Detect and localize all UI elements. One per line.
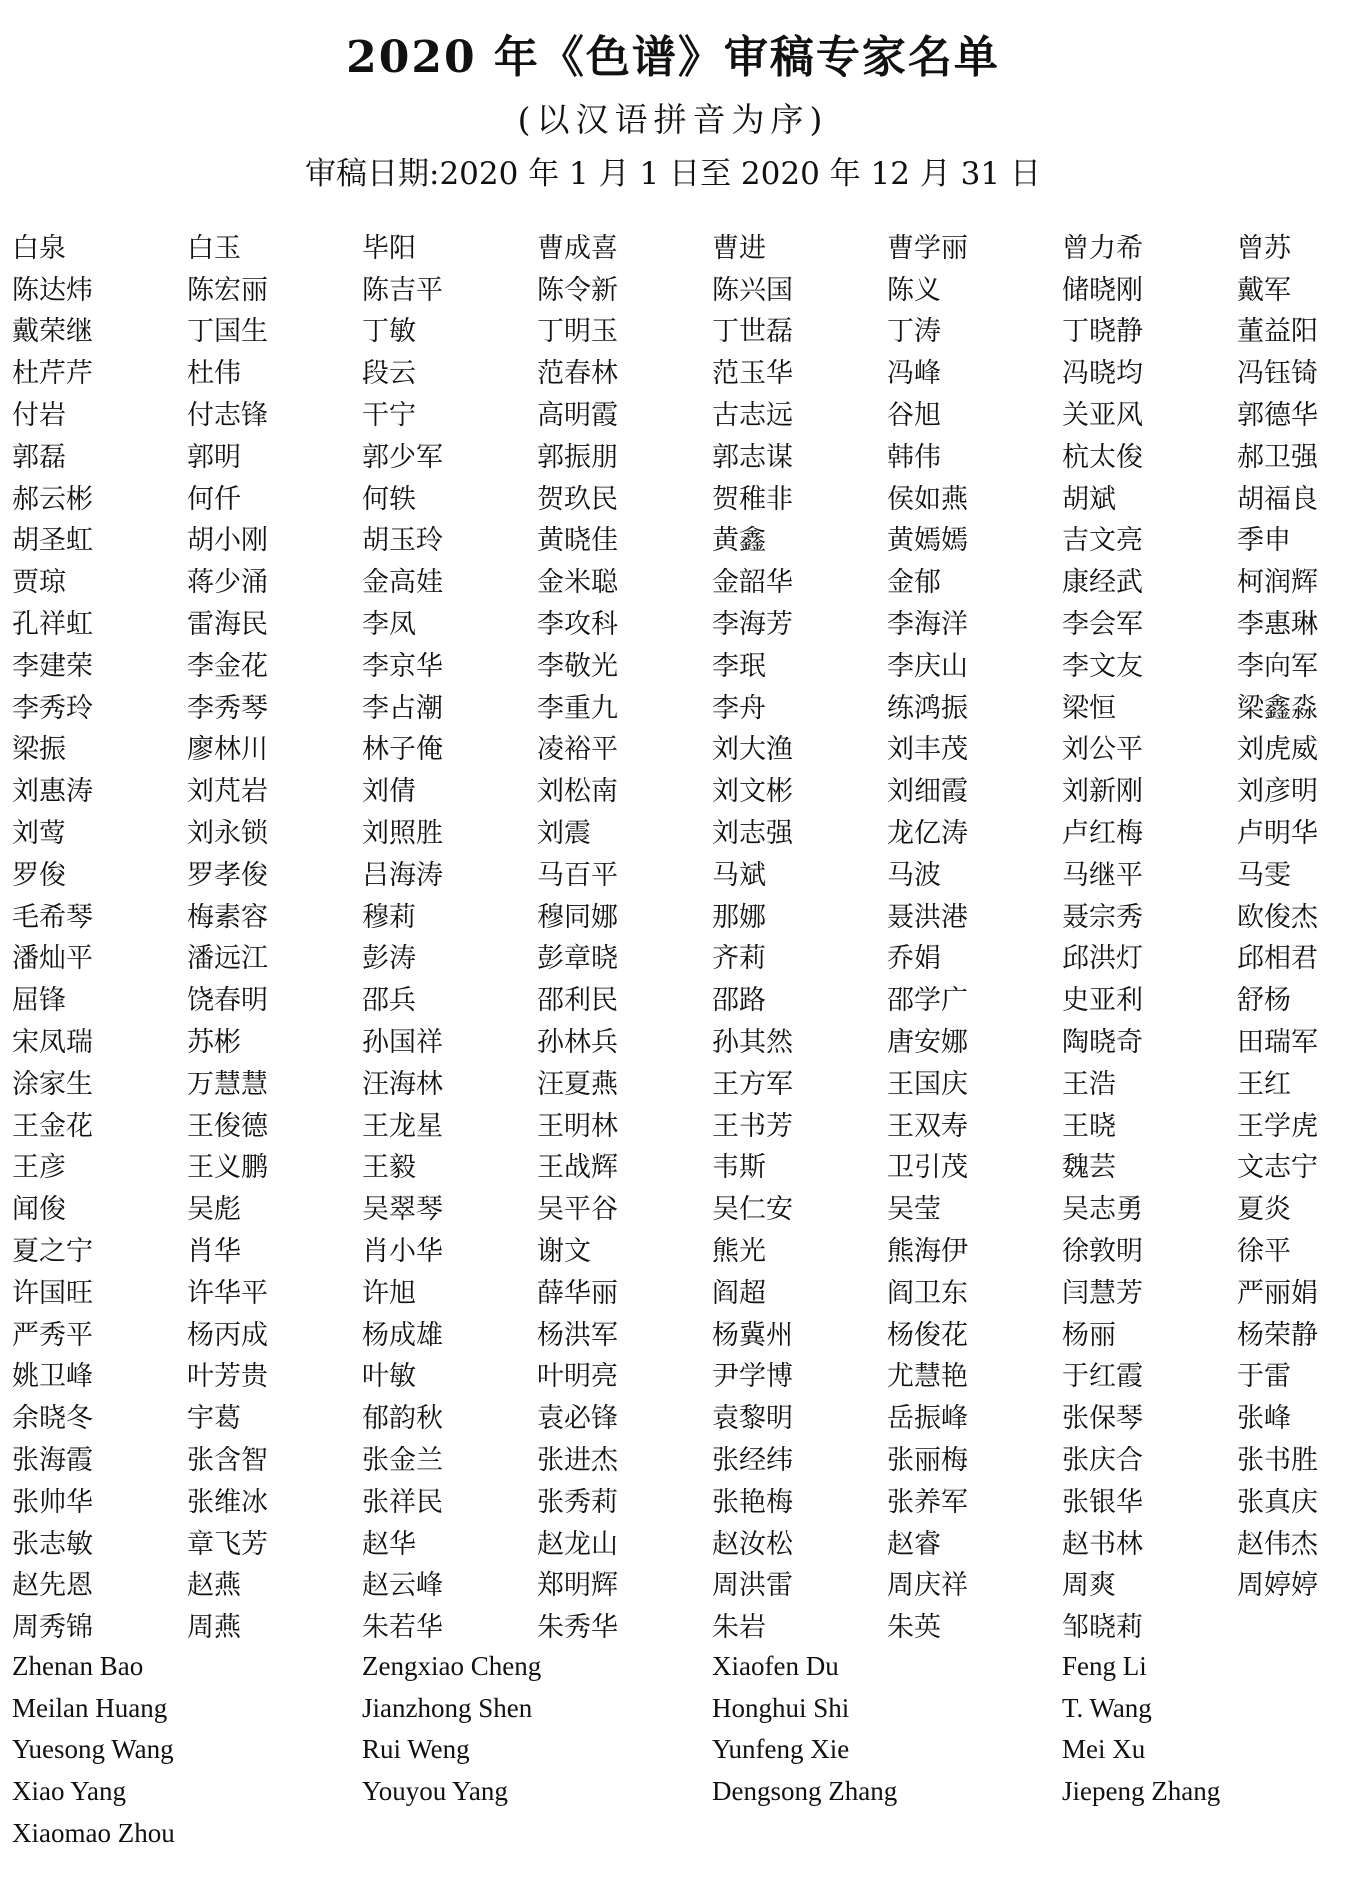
reviewer-name: 邵利民 <box>537 985 618 1017</box>
reviewer-name-latin: Xiaomao Zhou <box>12 1818 175 1849</box>
reviewer-name: 丁涛 <box>887 316 941 348</box>
reviewer-name: 杨洪军 <box>537 1319 618 1351</box>
reviewer-name: 胡圣虹 <box>12 525 93 557</box>
reviewer-name: 周婷婷 <box>1237 1570 1318 1602</box>
reviewer-name: 王明林 <box>537 1110 618 1142</box>
reviewer-name: 李会军 <box>1062 609 1143 641</box>
reviewer-name: 吕海涛 <box>362 859 443 891</box>
reviewer-name: 严秀平 <box>12 1319 93 1351</box>
reviewer-name: 邵学广 <box>887 985 968 1017</box>
reviewer-name: 张书胜 <box>1237 1445 1318 1476</box>
reviewer-name: 闫慧芳 <box>1062 1277 1143 1309</box>
reviewer-name: 赵燕 <box>187 1570 241 1602</box>
reviewer-name: 周燕 <box>187 1612 241 1644</box>
reviewer-name: 周庆祥 <box>887 1570 968 1602</box>
reviewer-name: 曾力希 <box>1062 232 1143 264</box>
reviewer-name: 董益阳 <box>1237 316 1318 348</box>
reviewer-name: 张养军 <box>887 1486 968 1518</box>
reviewer-name: 邹晓莉 <box>1062 1612 1143 1644</box>
reviewer-name: 尤慧艳 <box>887 1361 968 1393</box>
reviewer-name: 郁韵秋 <box>362 1403 443 1435</box>
reviewer-name: 刘松南 <box>537 776 618 808</box>
reviewer-name: 吴翠琴 <box>362 1194 443 1226</box>
reviewer-name: 付志锋 <box>187 400 268 432</box>
reviewer-name: 杭太俊 <box>1062 441 1143 473</box>
reviewer-name-latin: Yunfeng Xie <box>712 1734 850 1765</box>
reviewer-name: 史亚利 <box>1062 985 1143 1017</box>
reviewer-name: 冯晓均 <box>1062 358 1143 390</box>
reviewer-name: 岳振峰 <box>887 1403 968 1435</box>
reviewer-name: 朱秀华 <box>537 1612 618 1644</box>
reviewer-name: 彭涛 <box>362 943 416 975</box>
reviewer-name: 郭磊 <box>12 441 66 473</box>
reviewer-name: 林子俺 <box>362 734 443 766</box>
reviewer-name: 侯如燕 <box>887 483 968 515</box>
reviewer-name: 夏之宁 <box>12 1236 93 1268</box>
reviewer-name: 郭德华 <box>1237 400 1318 432</box>
reviewer-name: 李金花 <box>187 650 268 682</box>
reviewer-name: 干宁 <box>362 400 416 432</box>
reviewer-name-latin: Yuesong Wang <box>12 1734 174 1765</box>
reviewer-name: 罗俊 <box>12 859 66 891</box>
reviewer-name: 张峰 <box>1237 1403 1291 1435</box>
page-title: 2020 年《色谱》审稿专家名单 <box>346 32 1000 83</box>
reviewer-name: 薛华丽 <box>537 1277 618 1309</box>
reviewer-name: 刘永锁 <box>187 818 268 850</box>
reviewer-name: 丁敏 <box>362 316 416 348</box>
reviewer-name: 刘照胜 <box>362 818 443 850</box>
reviewer-name-latin: Feng Li <box>1062 1650 1147 1681</box>
reviewer-name: 刘细霞 <box>887 776 968 808</box>
reviewer-name: 李秀玲 <box>12 692 93 724</box>
reviewer-name: 马雯 <box>1237 859 1291 891</box>
reviewer-name: 赵龙山 <box>537 1528 618 1560</box>
reviewer-name: 唐安娜 <box>887 1027 968 1059</box>
reviewer-name: 刘惠涛 <box>12 776 93 808</box>
reviewer-name: 朱若华 <box>362 1612 443 1644</box>
reviewer-name-latin: Xiaofen Du <box>712 1650 839 1681</box>
reviewer-name: 穆同娜 <box>537 901 618 933</box>
reviewer-name: 胡小刚 <box>187 525 268 557</box>
reviewer-name: 黄鑫 <box>712 525 766 557</box>
reviewer-name: 吴志勇 <box>1062 1194 1143 1226</box>
reviewer-name: 张维冰 <box>187 1486 268 1518</box>
reviewer-name: 张秀莉 <box>537 1486 618 1518</box>
reviewer-name: 李海芳 <box>712 609 793 641</box>
reviewer-name: 潘灿平 <box>12 943 93 975</box>
reviewer-name: 郑明辉 <box>537 1570 618 1602</box>
reviewer-name: 梁振 <box>12 734 66 766</box>
reviewer-name: 李舟 <box>712 692 766 724</box>
reviewer-name: 廖林川 <box>187 734 268 766</box>
reviewer-name: 夏炎 <box>1237 1194 1291 1226</box>
reviewer-name: 杨丽 <box>1062 1319 1116 1351</box>
reviewer-name: 梁鑫淼 <box>1237 692 1318 724</box>
reviewer-name: 陈义 <box>887 274 941 306</box>
reviewer-name: 王书芳 <box>712 1110 793 1142</box>
reviewer-name: 孙林兵 <box>537 1027 618 1059</box>
reviewer-name: 谢文 <box>537 1236 591 1268</box>
reviewer-name: 王义鹏 <box>187 1152 268 1184</box>
reviewer-name: 段云 <box>362 358 416 390</box>
reviewer-name: 卢红梅 <box>1062 818 1143 850</box>
reviewer-name: 王国庆 <box>887 1068 968 1100</box>
reviewer-name: 郝云彬 <box>12 483 93 515</box>
reviewer-name: 魏芸 <box>1062 1152 1116 1184</box>
reviewer-name: 赵汝松 <box>712 1528 793 1560</box>
reviewer-name: 杜伟 <box>187 358 241 390</box>
reviewer-name: 张进杰 <box>537 1445 618 1476</box>
reviewer-name: 白玉 <box>187 232 241 264</box>
reviewer-name-latin: Jianzhong Shen <box>362 1692 533 1723</box>
reviewer-name: 邵路 <box>712 985 766 1017</box>
reviewer-name: 尹学博 <box>712 1361 793 1393</box>
reviewer-name: 丁晓静 <box>1062 316 1143 348</box>
reviewer-name: 王战辉 <box>537 1152 618 1184</box>
reviewer-name: 张含智 <box>187 1445 268 1476</box>
reviewer-name: 王金花 <box>12 1110 93 1142</box>
reviewer-name: 贺稚非 <box>712 483 793 515</box>
reviewer-name: 于红霞 <box>1062 1361 1143 1393</box>
reviewer-name: 袁黎明 <box>712 1403 793 1435</box>
reviewer-name: 赵先恩 <box>12 1570 93 1602</box>
reviewer-name: 刘丰茂 <box>887 734 968 766</box>
reviewer-name-latin: Honghui Shi <box>712 1692 850 1723</box>
reviewer-name: 邱洪灯 <box>1062 943 1143 975</box>
reviewer-name: 曹进 <box>712 232 766 264</box>
reviewer-name: 卫引茂 <box>887 1152 968 1184</box>
reviewer-name: 徐敦明 <box>1062 1236 1143 1268</box>
reviewer-name: 刘文彬 <box>712 776 793 808</box>
reviewer-name: 邵兵 <box>362 985 416 1017</box>
reviewer-name: 赵云峰 <box>362 1570 443 1602</box>
reviewer-name: 王俊德 <box>187 1110 268 1142</box>
reviewer-name: 梁恒 <box>1062 692 1116 724</box>
reviewer-name: 田瑞军 <box>1237 1027 1318 1059</box>
reviewer-name: 吴莹 <box>887 1194 941 1226</box>
reviewer-name-latin: Mei Xu <box>1062 1734 1146 1765</box>
reviewer-name: 张真庆 <box>1237 1486 1318 1518</box>
reviewer-name: 李惠琳 <box>1237 609 1318 641</box>
reviewer-name: 徐平 <box>1237 1236 1291 1268</box>
reviewer-name: 叶芳贵 <box>187 1361 268 1393</box>
reviewer-name: 李文友 <box>1062 650 1143 682</box>
reviewer-name: 李秀琴 <box>187 692 268 724</box>
reviewer-name: 朱英 <box>887 1612 941 1644</box>
reviewer-name: 陈令新 <box>537 274 618 306</box>
reviewer-name: 黄嫣嫣 <box>887 525 968 557</box>
reviewer-name: 丁国生 <box>187 316 268 348</box>
reviewer-name: 何轶 <box>362 483 416 515</box>
reviewer-name: 乔娟 <box>887 943 941 975</box>
reviewer-name-latin: Zhenan Bao <box>12 1650 144 1681</box>
reviewer-name: 张艳梅 <box>712 1486 793 1518</box>
reviewer-name: 吉文亮 <box>1062 525 1143 557</box>
reviewer-name: 周爽 <box>1062 1570 1116 1602</box>
reviewer-name: 苏彬 <box>187 1027 241 1059</box>
reviewer-name: 阎超 <box>712 1277 766 1309</box>
reviewer-name: 付岩 <box>12 400 66 432</box>
reviewer-name: 邱相君 <box>1237 943 1318 975</box>
reviewer-name: 刘莺 <box>12 818 66 850</box>
reviewer-name: 文志宁 <box>1237 1152 1318 1184</box>
reviewer-name: 涂家生 <box>12 1068 93 1100</box>
reviewer-name: 杨冀州 <box>712 1319 793 1351</box>
reviewer-name: 潘远江 <box>187 943 268 975</box>
reviewer-name: 吴平谷 <box>537 1194 618 1226</box>
reviewer-name: 吴仁安 <box>712 1194 793 1226</box>
reviewer-name: 韦斯 <box>712 1152 766 1184</box>
chinese-names-grid <box>12 228 1342 1649</box>
reviewer-name: 汪海林 <box>362 1068 443 1100</box>
reviewer-name: 肖小华 <box>362 1236 443 1268</box>
reviewer-name: 杨荣静 <box>1237 1319 1318 1351</box>
reviewer-name: 宇葛 <box>187 1403 241 1435</box>
reviewer-name: 张志敏 <box>12 1528 93 1560</box>
reviewer-name: 雷海民 <box>187 609 268 641</box>
reviewer-name: 郭明 <box>187 441 241 473</box>
reviewer-name: 刘芃岩 <box>187 776 268 808</box>
reviewer-name: 赵书林 <box>1062 1528 1143 1560</box>
reviewer-name: 熊光 <box>712 1236 766 1268</box>
reviewer-name: 郭志谋 <box>712 441 793 473</box>
reviewer-name: 陶晓奇 <box>1062 1027 1143 1059</box>
reviewer-name: 古志远 <box>712 400 793 432</box>
reviewer-name: 许华平 <box>187 1277 268 1309</box>
reviewer-name: 白泉 <box>12 232 66 264</box>
reviewer-name: 蒋少涌 <box>187 567 268 599</box>
reviewer-name: 戴荣继 <box>12 316 93 348</box>
reviewer-name-latin: T. Wang <box>1062 1692 1152 1723</box>
reviewer-name: 王方军 <box>712 1068 793 1100</box>
reviewer-name: 曹成喜 <box>537 232 618 264</box>
reviewer-name: 饶春明 <box>187 985 268 1017</box>
page-subtitle: (以汉语拼音为序) <box>517 100 829 139</box>
reviewer-name: 赵华 <box>362 1528 416 1560</box>
reviewer-name: 李庆山 <box>887 650 968 682</box>
reviewer-name: 于雷 <box>1237 1361 1291 1393</box>
reviewer-name: 张保琴 <box>1062 1403 1143 1435</box>
reviewer-name: 孙国祥 <box>362 1027 443 1059</box>
reviewer-name: 张庆合 <box>1062 1445 1143 1476</box>
reviewer-name: 黄晓佳 <box>537 525 618 557</box>
reviewer-name: 郭振朋 <box>537 441 618 473</box>
reviewer-name: 杨成雄 <box>362 1319 443 1351</box>
reviewer-name: 周秀锦 <box>12 1612 93 1644</box>
reviewer-name: 许旭 <box>362 1277 416 1309</box>
reviewer-name-latin: Dengsong Zhang <box>712 1776 898 1807</box>
reviewer-name: 储晓刚 <box>1062 274 1143 306</box>
reviewer-name: 刘志强 <box>712 818 793 850</box>
reviewer-name: 王浩 <box>1062 1068 1116 1100</box>
reviewer-name: 龙亿涛 <box>887 818 968 850</box>
reviewer-name: 王红 <box>1237 1068 1291 1100</box>
reviewer-name: 张丽梅 <box>887 1445 968 1476</box>
reviewer-name: 关亚风 <box>1062 400 1143 432</box>
reviewer-name: 肖华 <box>187 1236 241 1268</box>
reviewer-name: 阎卫东 <box>887 1277 968 1309</box>
reviewer-name: 陈吉平 <box>362 274 443 306</box>
reviewer-name: 齐莉 <box>712 943 766 975</box>
reviewer-name: 叶敏 <box>362 1361 416 1393</box>
reviewer-name: 胡福良 <box>1237 483 1318 515</box>
reviewer-name: 谷旭 <box>887 400 941 432</box>
reviewer-name: 李京华 <box>362 650 443 682</box>
reviewer-name: 余晓冬 <box>12 1403 93 1435</box>
reviewer-name: 金米聪 <box>537 567 618 599</box>
reviewer-name: 朱岩 <box>712 1612 766 1644</box>
reviewer-name: 杜芹芹 <box>12 358 93 390</box>
reviewer-name: 冯钰锜 <box>1237 358 1318 390</box>
reviewer-name: 王龙星 <box>362 1110 443 1142</box>
reviewer-name: 马继平 <box>1062 859 1143 891</box>
reviewer-name-latin: Jiepeng Zhang <box>1062 1776 1221 1807</box>
reviewer-name: 高明霞 <box>537 400 618 432</box>
reviewer-name: 张祥民 <box>362 1486 443 1518</box>
reviewer-name: 欧俊杰 <box>1237 901 1318 933</box>
reviewer-name: 刘倩 <box>362 776 416 808</box>
reviewer-name: 张经纬 <box>712 1445 793 1476</box>
reviewer-name: 李建荣 <box>12 650 93 682</box>
reviewer-name: 周洪雷 <box>712 1570 793 1602</box>
reviewer-name: 陈达炜 <box>12 274 93 306</box>
reviewer-name: 孔祥虹 <box>12 609 93 641</box>
reviewer-name: 穆莉 <box>362 901 416 933</box>
reviewer-name: 李向军 <box>1237 650 1318 682</box>
reviewer-name: 罗孝俊 <box>187 859 268 891</box>
reviewer-name: 刘公平 <box>1062 734 1143 766</box>
reviewer-name: 张金兰 <box>362 1445 443 1476</box>
latin-names-grid <box>12 1645 1342 1854</box>
reviewer-name: 杨俊花 <box>887 1319 968 1351</box>
reviewer-name-latin: Zengxiao Cheng <box>362 1650 542 1681</box>
reviewer-name-latin: Xiao Yang <box>12 1776 127 1807</box>
reviewer-name: 孙其然 <box>712 1027 793 1059</box>
reviewer-name: 李重九 <box>537 692 618 724</box>
reviewer-name: 马斌 <box>712 859 766 891</box>
reviewer-name: 张海霞 <box>12 1445 93 1476</box>
reviewer-name: 冯峰 <box>887 358 941 390</box>
reviewer-name: 王双寿 <box>887 1110 968 1142</box>
reviewer-name: 金韶华 <box>712 567 793 599</box>
reviewer-name: 王毅 <box>362 1152 416 1184</box>
reviewer-name: 胡斌 <box>1062 483 1116 515</box>
reviewer-name: 范玉华 <box>712 358 793 390</box>
reviewer-name: 宋凤瑞 <box>12 1027 93 1059</box>
reviewer-name: 练鸿振 <box>887 692 968 724</box>
reviewer-name: 彭章晓 <box>537 943 618 975</box>
reviewer-name: 许国旺 <box>12 1277 93 1309</box>
reviewer-name: 叶明亮 <box>537 1361 618 1393</box>
reviewer-name: 郝卫强 <box>1237 441 1318 473</box>
reviewer-name: 梅素容 <box>187 901 268 933</box>
reviewer-name: 贾琼 <box>12 567 66 599</box>
reviewer-name: 王晓 <box>1062 1110 1116 1142</box>
reviewer-name: 杨丙成 <box>187 1319 268 1351</box>
reviewer-name: 季申 <box>1237 525 1291 557</box>
reviewer-name: 张银华 <box>1062 1486 1143 1518</box>
reviewer-name: 马波 <box>887 859 941 891</box>
reviewer-name: 屈锋 <box>12 985 66 1017</box>
reviewer-name-latin: Meilan Huang <box>12 1692 168 1723</box>
reviewer-name: 丁世磊 <box>712 316 793 348</box>
reviewer-name: 吴彪 <box>187 1194 241 1226</box>
reviewer-name: 柯润辉 <box>1237 567 1318 599</box>
reviewer-name: 严丽娟 <box>1237 1277 1318 1309</box>
reviewer-name: 刘大渔 <box>712 734 793 766</box>
reviewer-name: 何仟 <box>187 483 241 515</box>
reviewer-name: 韩伟 <box>887 441 941 473</box>
reviewer-name: 陈宏丽 <box>187 274 268 306</box>
reviewer-name: 马百平 <box>537 859 618 891</box>
reviewer-name: 康经武 <box>1062 567 1143 599</box>
reviewer-name: 聂洪港 <box>887 901 968 933</box>
reviewer-name: 王学虎 <box>1237 1110 1318 1142</box>
reviewer-name: 范春林 <box>537 358 618 390</box>
reviewer-name: 聂宗秀 <box>1062 901 1143 933</box>
reviewer-name: 王彦 <box>12 1152 66 1184</box>
reviewer-name-latin: Rui Weng <box>362 1734 470 1765</box>
reviewer-name: 刘彦明 <box>1237 776 1318 808</box>
reviewer-name: 刘新刚 <box>1062 776 1143 808</box>
reviewer-name: 毕阳 <box>362 232 416 264</box>
reviewer-name: 金郁 <box>887 567 941 599</box>
reviewer-name: 李珉 <box>712 650 766 682</box>
reviewer-name: 胡玉玲 <box>362 525 443 557</box>
reviewer-name: 熊海伊 <box>887 1236 968 1268</box>
reviewer-name: 李占潮 <box>362 692 443 724</box>
reviewer-name: 汪夏燕 <box>537 1068 618 1100</box>
reviewer-name: 丁明玉 <box>537 316 618 348</box>
reviewer-name: 赵伟杰 <box>1237 1528 1318 1560</box>
reviewer-name: 卢明华 <box>1237 818 1318 850</box>
reviewer-name: 李凤 <box>362 609 416 641</box>
reviewer-name: 刘震 <box>537 818 591 850</box>
reviewer-name: 金高娃 <box>362 567 443 599</box>
reviewer-name: 曹学丽 <box>887 232 968 264</box>
reviewer-name: 张帅华 <box>12 1486 93 1518</box>
reviewer-name: 李敬光 <box>537 650 618 682</box>
reviewer-name: 贺玖民 <box>537 483 618 515</box>
reviewer-name: 赵睿 <box>887 1528 941 1560</box>
reviewer-name: 毛希琴 <box>12 901 93 933</box>
reviewer-name: 刘虎威 <box>1237 734 1318 766</box>
review-date-range: 审稿日期:2020 年 1 月 1 日至 2020 年 12 月 31 日 <box>305 156 1041 192</box>
reviewer-name: 李攻科 <box>537 609 618 641</box>
reviewer-name: 李海洋 <box>887 609 968 641</box>
reviewer-name: 陈兴国 <box>712 274 793 306</box>
reviewer-name: 袁必锋 <box>537 1403 618 1435</box>
reviewer-name: 戴军 <box>1237 274 1291 306</box>
reviewer-name: 章飞芳 <box>187 1528 268 1560</box>
reviewer-name: 万慧慧 <box>187 1068 268 1100</box>
reviewer-name: 舒杨 <box>1237 985 1291 1017</box>
reviewer-name: 姚卫峰 <box>12 1361 93 1393</box>
reviewer-name-latin: Youyou Yang <box>362 1776 508 1807</box>
reviewer-name: 曾苏 <box>1237 232 1291 264</box>
reviewer-name: 那娜 <box>712 901 766 933</box>
reviewer-name: 郭少军 <box>362 441 443 473</box>
reviewer-name: 凌裕平 <box>537 734 618 766</box>
reviewer-name: 闻俊 <box>12 1194 66 1226</box>
